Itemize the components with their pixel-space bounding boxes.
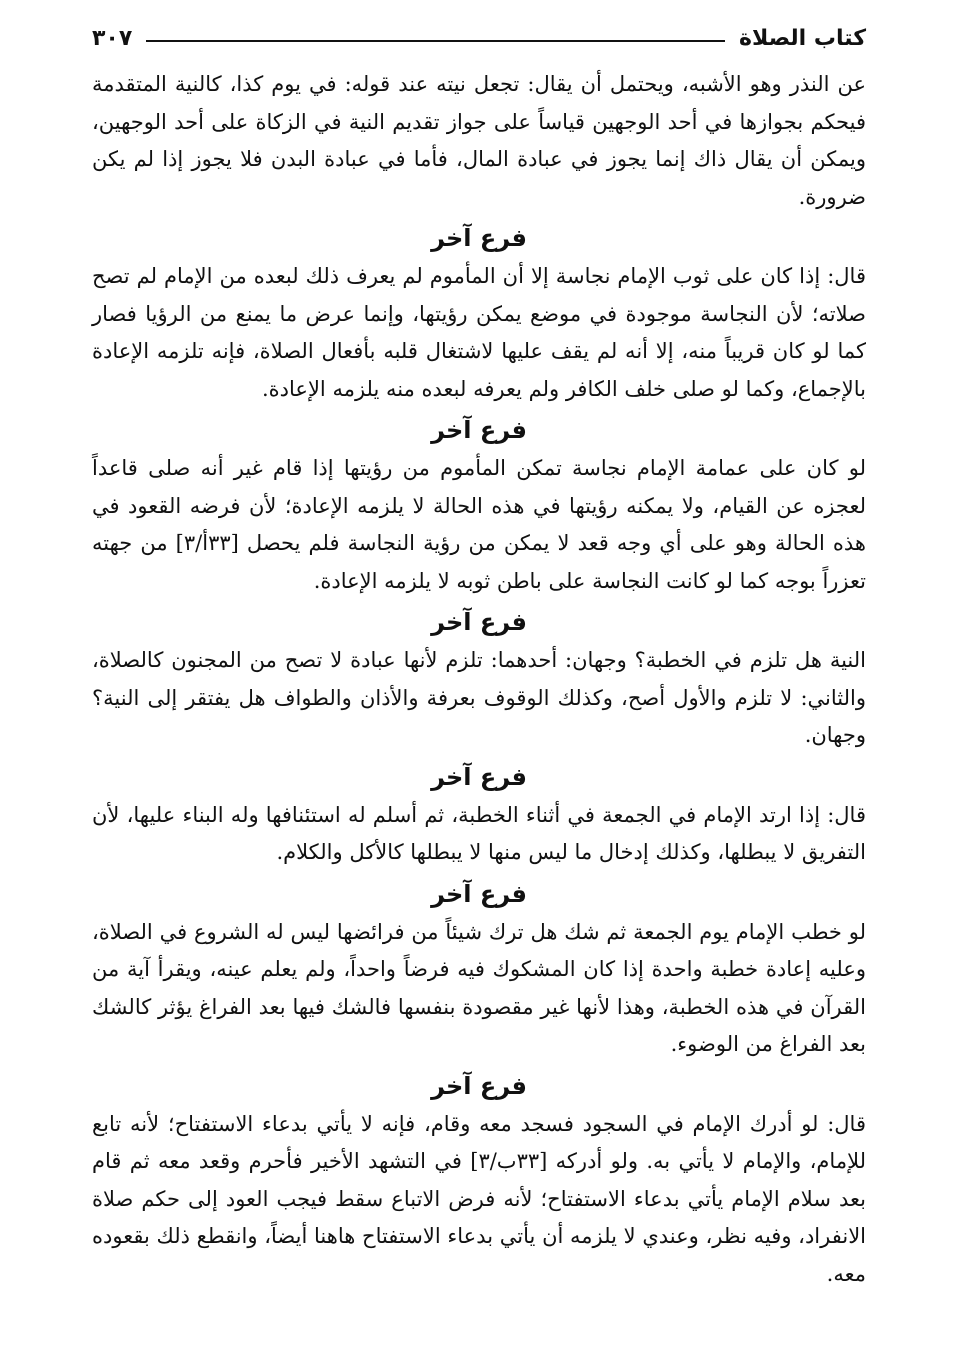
section-heading: فرع آخر: [431, 1071, 527, 1100]
paragraph: النية هل تلزم في الخطبة؟ وجهان: أحدهما: تلزم لأنها عبادة لا تصح من المجنون كالصلاة، والثاني: لا تلزم والأول أصح، وكذلك الوقوف بعرفة والأذان والطواف هل يفتقر إلى النية؟ وجهان.: [92, 648, 866, 747]
page-header: [92, 18, 866, 58]
page-number: ٣٠٧: [92, 25, 133, 51]
section-heading: فرع آخر: [431, 224, 527, 252]
section-heading: فرع آخر: [431, 879, 527, 908]
page-body: [92, 66, 866, 1293]
section-heading: فرع آخر: [431, 416, 527, 444]
header-rule: [146, 40, 725, 42]
paragraph: قال: إذا كان على ثوب الإمام نجاسة إلا أن المأموم لم يعرف ذلك لبعده من الإمام لم تصح صلاته؛ لأن النجاسة موجودة في موضع يمكن رؤيتها، وإنما عرض ما يمنع من الرؤيا فصار كما لو كان قريباً منه، إلا أنه لم يقف عليها لاشتغال قلبه بأفعال الصلاة، فإنه تلزمه الإعادة بالإجماع، وكما لو صلى خلف الكافر ولم يعرفه لبعده منه يلزمه الإعادة.: [92, 264, 866, 401]
book-page: [92, 18, 866, 1348]
section-heading: فرع آخر: [431, 608, 527, 636]
paragraph-continuation: عن النذر وهو الأشبه، ويحتمل أن يقال: تجعل نيته عند قوله: في يوم كذا، كالنية المتقدمة فيحكم بجوازها في أحد الوجهين قياساً على جواز تقديم النية في الزكاة على أحد الوجهين، ويمكن أن يقال ذاك إنما يجوز في عبادة المال، فأما في عبادة البدن فلا يجوز إذا لم يكن ضرورة.: [92, 72, 866, 209]
running-title: كتاب الصلاة: [739, 25, 866, 51]
paragraph: قال: إذا ارتد الإمام في الجمعة في أثناء الخطبة، ثم أسلم له استئنافها وله البناء عليها، لأن التفريق لا يبطلها، وكذلك إدخال ما ليس منها لا يبطلها كالأكل والكلام.: [92, 802, 866, 864]
paragraph: لو خطب الإمام يوم الجمعة ثم شك هل ترك شيئاً من فرائضها ليس له الشروع في الصلاة، وعليه إعادة خطبة واحدة إذا كان المشكوك فيه فرضاً واحداً، ولم يعلم عينه، ويقرأ آية من القرآن في هذه الخطبة، وهذا لأنها غير مقصودة بنفسها فالشك فيها بعد الفراغ يؤثر كالشك بعد الفراغ من الوضوء.: [92, 919, 866, 1056]
paragraph: قال: لو أدرك الإمام في السجود فسجد معه وقام، فإنه لا يأتي بدعاء الاستفتاح؛ لأنه تابع للإمام، والإمام لا يأتي به. ولو أدركه [٣٣ب/٣] في التشهد الأخير فأحرم وقعد معه ثم قام بعد سلام الإمام يأتي بدعاء الاستفتاح؛ لأنه فرض الاتباع سقط فيجب العود إلى حكم صلاة الانفراد، وفيه نظر، وعندي لا يلزمه أن يأتي بدعاء الاستفتاح هاهنا أيضاً، وانقطع ذلك بقعوده معه.: [92, 1111, 866, 1286]
section-heading: فرع آخر: [431, 762, 527, 791]
paragraph: لو كان على عمامة الإمام نجاسة تمكن المأموم من رؤيتها إذا قام غير أنه صلى قاعداً لعجزه عن القيام، ولا يمكنه رؤيتها في هذه الحالة لا يلزمه الإعادة؛ لأن فرضه القعود في هذه الحالة وهو على أي وجه قعد لا يمكن من رؤية النجاسة فلم يحصل [٣٣أ/٣] من جهته تعزراً بوجه كما لو كانت النجاسة على باطن ثوبه لا يلزمه الإعادة.: [92, 456, 866, 593]
